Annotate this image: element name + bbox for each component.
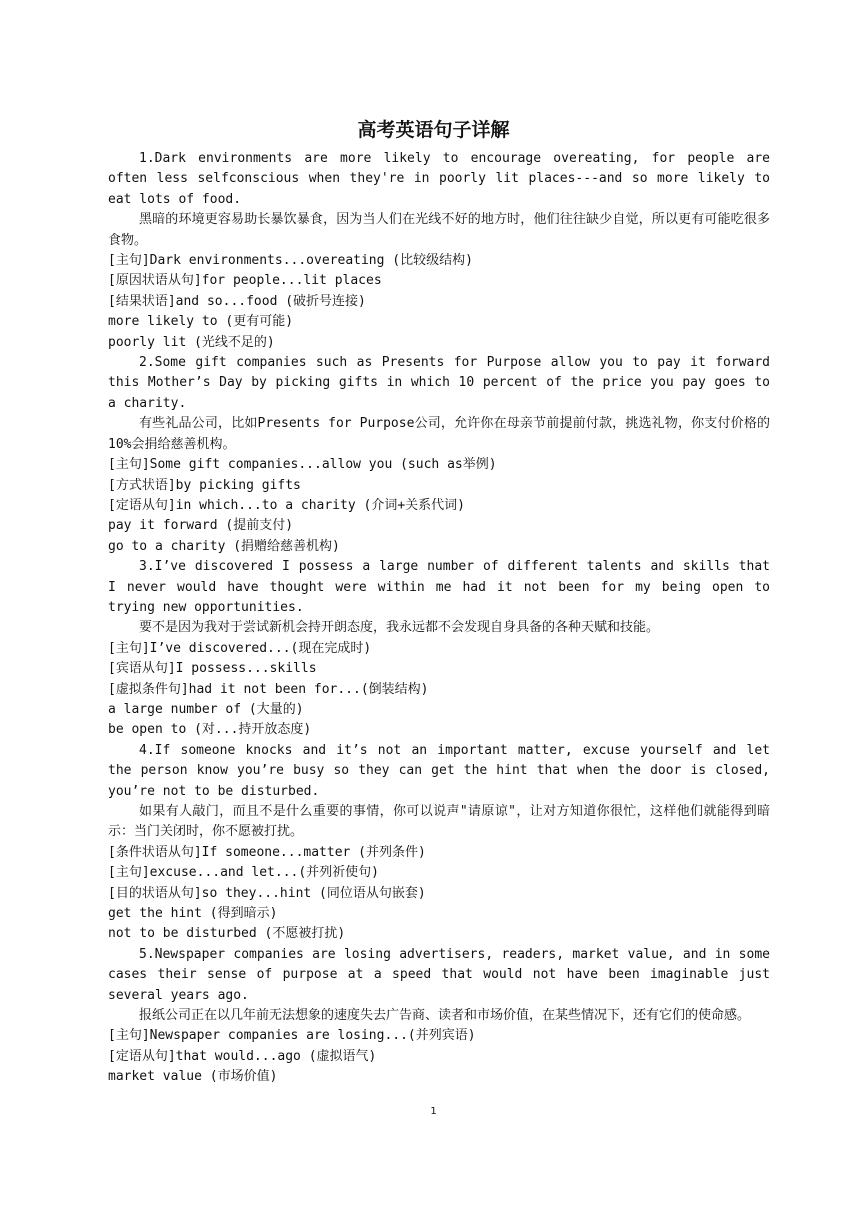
- grammar-note: [目的状语从句]so they...hint (同位语从句嵌套): [108, 885, 426, 901]
- grammar-note: [虚拟条件句]had it not been for...(倒装结构): [108, 681, 429, 697]
- vocabulary-note: pay it forward (提前支付): [108, 518, 294, 534]
- sentence-section-1: [108, 149, 770, 353]
- grammar-note: [主句]Some gift companies...allow you (such as举例): [108, 457, 497, 473]
- grammar-note: [主句]Dark environments...overeating (比较级结构): [108, 253, 473, 269]
- grammar-note: [主句]excuse...and let...(并列祈使句): [108, 865, 380, 881]
- grammar-note: [原因状语从句]for people...lit places: [108, 273, 382, 289]
- chinese-translation: 有些礼品公司，比如Presents for Purpose公司，允许你在母亲节前提前付款，挑选礼物，你支付价格的 10%会捐给慈善机构。: [108, 416, 770, 452]
- grammar-note: [主句]I’ve discovered...(现在完成时): [108, 640, 372, 656]
- sentence-section-4: [108, 741, 770, 945]
- sentence-section-2: [108, 353, 770, 557]
- grammar-note: [宾语从句]I possess...skills: [108, 661, 317, 677]
- chinese-translation: 如果有人敲门，而且不是什么重要的事情，你可以说声"请原谅"，让对方知道你很忙，这样他们就能得到暗示：当门关闭时，你不愿被打扰。: [108, 804, 770, 840]
- document-body: [108, 149, 770, 1088]
- sentence-section-3: [108, 557, 770, 741]
- english-sentence: 5.Newspaper companies are losing advertisers, readers, market value, and in some cases their sense of purpose at a speed that would not have been imaginable just several years ago.: [108, 946, 770, 1003]
- grammar-note: [主句]Newspaper companies are losing...(并列宾语): [108, 1028, 476, 1044]
- grammar-note: [条件状语从句]If someone...matter (并列条件): [108, 844, 426, 860]
- vocabulary-note: get the hint (得到暗示): [108, 906, 278, 922]
- chinese-translation: 黑暗的环境更容易助长暴饮暴食，因为当人们在光线不好的地方时，他们往往缺少自觉，所以更有可能吃很多食物。: [108, 212, 770, 248]
- vocabulary-note: poorly lit (光线不足的): [108, 334, 275, 350]
- grammar-note: [结果状语]and so...food (破折号连接): [108, 293, 366, 309]
- page-number: 1: [430, 1106, 437, 1117]
- vocabulary-note: go to a charity (捐赠给慈善机构): [108, 538, 340, 554]
- sentence-section-5: [108, 945, 770, 1088]
- english-sentence: 2.Some gift companies such as Presents for Purpose allow you to pay it forward this Mother’s Day by picking gifts in which 10 percent of the price you pay goes to a charity.: [108, 355, 770, 411]
- vocabulary-note: market value (市场价值): [108, 1069, 278, 1085]
- english-sentence: 4.If someone knocks and it’s not an important matter, excuse yourself and let the person know you’re busy so they can get the hint that when the door is closed, you’re not to be disturbed.: [108, 742, 770, 799]
- chinese-translation: 要不是因为我对于尝试新机会持开朗态度，我永远都不会发现自身具备的各种天赋和技能。: [139, 620, 660, 636]
- grammar-note: [定语从句]in which...to a charity (介词+关系代词): [108, 497, 465, 513]
- grammar-note: [方式状语]by picking gifts: [108, 477, 301, 493]
- vocabulary-note: a large number of (大量的): [108, 701, 304, 717]
- document-title: 高考英语句子详解: [357, 119, 510, 141]
- english-sentence: 1.Dark environments are more likely to encourage overeating, for people are often less selfconscious when they're in poorly lit places---and so more likely to eat lots of food.: [108, 151, 770, 207]
- grammar-note: [定语从句]that would...ago (虚拟语气): [108, 1048, 377, 1064]
- vocabulary-note: more likely to (更有可能): [108, 314, 294, 330]
- vocabulary-note: be open to (对...持开放态度): [108, 722, 312, 738]
- english-sentence: 3.I’ve discovered I possess a large number of different talents and skills that I never would have thought were within me had it not been for my being open to trying new opportunities.: [108, 559, 770, 615]
- chinese-translation: 报纸公司正在以几年前无法想象的速度失去广告商、读者和市场价值，在某些情况下，还有它们的使命感。: [139, 1008, 751, 1024]
- vocabulary-note: not to be disturbed (不愿被打扰): [108, 926, 346, 942]
